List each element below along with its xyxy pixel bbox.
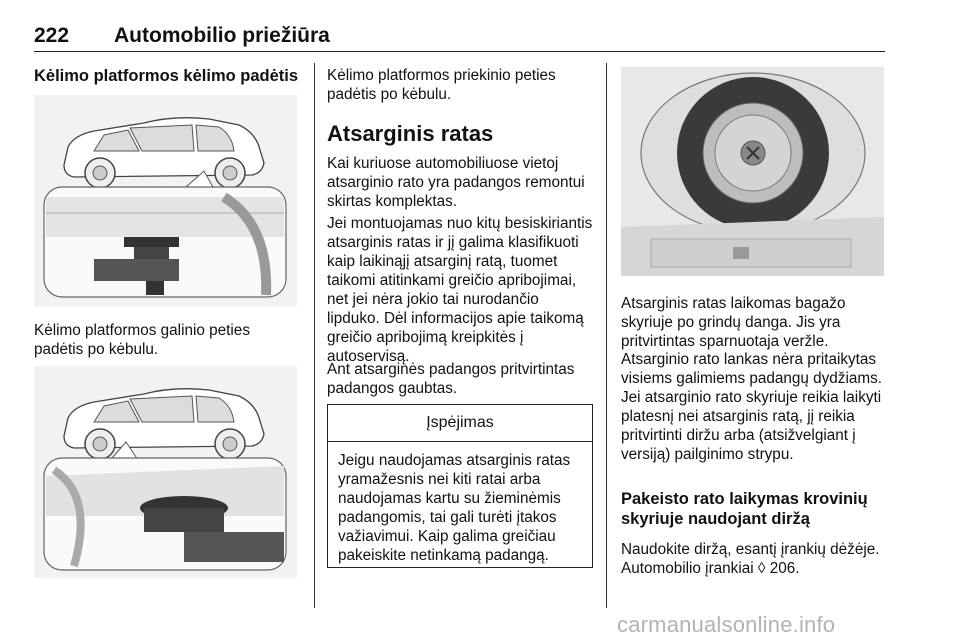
spare-wheel-illustration <box>621 67 884 276</box>
spare-wheel-paragraph-1: Kai kuriuose automobiliuose vietoj atsarginio rato yra padangos remontui skirtas komplektas. <box>327 155 585 210</box>
rear-lift-caption: Kėlimo platformos galinio peties padėtis po kėbulu. <box>34 322 250 358</box>
spare-wheel-paragraph-2: Jei montuojamas nuo kitų besiskiriantis atsarginis ratas ir jį galima klasifikuoti kaip laikinąjį atsarginį ratą, tuomet taikomi atitinkami greičio apribojimai, net jei nėra jokio tai nurodančio lipduko. Dėl informacijos apie taikomą greičio apribojimą kreipkitės į autoservisą. <box>327 215 593 365</box>
strap-storage-text: Naudokite diržą, esantį įrankių dėžėje. Automobilio įrankiai <box>621 541 880 577</box>
watermark: carmanualsonline.info <box>617 612 836 637</box>
header-divider <box>34 51 885 52</box>
warning-title: Įspėjimas <box>328 405 592 442</box>
spare-wheel-paragraph-3: Ant atsarginės padangos pritvirtintas padangos gaubtas. <box>327 361 575 397</box>
page-title: Automobilio priežiūra <box>114 24 330 47</box>
page-number: 222 <box>34 24 70 47</box>
warning-text: Jeigu naudojamas atsarginis ratas yramažesnis nei kiti ratai arba naudojamas kartu su žieminėmis padangomis, tai gali turėti įtakos važiavimui. Kaip galima greičiau pakeiskite netinkamą padangą. <box>338 452 571 564</box>
spare-wheel-rim-paragraph: Atsarginio rato lankas nėra pritaikytas visiems galimiems padangų dydžiams. Jei atsarginio rato skyriuje reikia laikyti platesnį nei atsarginis ratą, jį reikia pritvirtinti diržu arba (atsižvelgiant į versiją) pailginimo strypu. <box>621 351 883 463</box>
page-reference-link[interactable]: 206. <box>769 560 800 577</box>
column-divider-1 <box>314 63 315 608</box>
page-reference-icon: ◊ <box>757 560 766 577</box>
warning-box <box>327 404 593 568</box>
lift-section-heading: Kėlimo platformos kėlimo padėtis <box>34 67 299 85</box>
front-lift-illustration <box>34 366 297 578</box>
strap-storage-paragraph <box>621 540 883 578</box>
front-lift-caption: Kėlimo platformos priekinio peties padėtis po kėbulu. <box>327 67 556 103</box>
spare-wheel-heading: Atsarginis ratas <box>327 121 494 146</box>
column-divider-2 <box>606 63 607 608</box>
spare-wheel-storage-paragraph: Atsarginis ratas laikomas bagažo skyriuje po grindų danga. Jis yra pritvirtintas sparnuotaja veržle. <box>621 295 846 350</box>
rear-lift-illustration <box>34 95 297 307</box>
strap-storage-heading: Pakeisto rato laikymas krovinių skyriuje naudojant diržą <box>621 490 868 528</box>
